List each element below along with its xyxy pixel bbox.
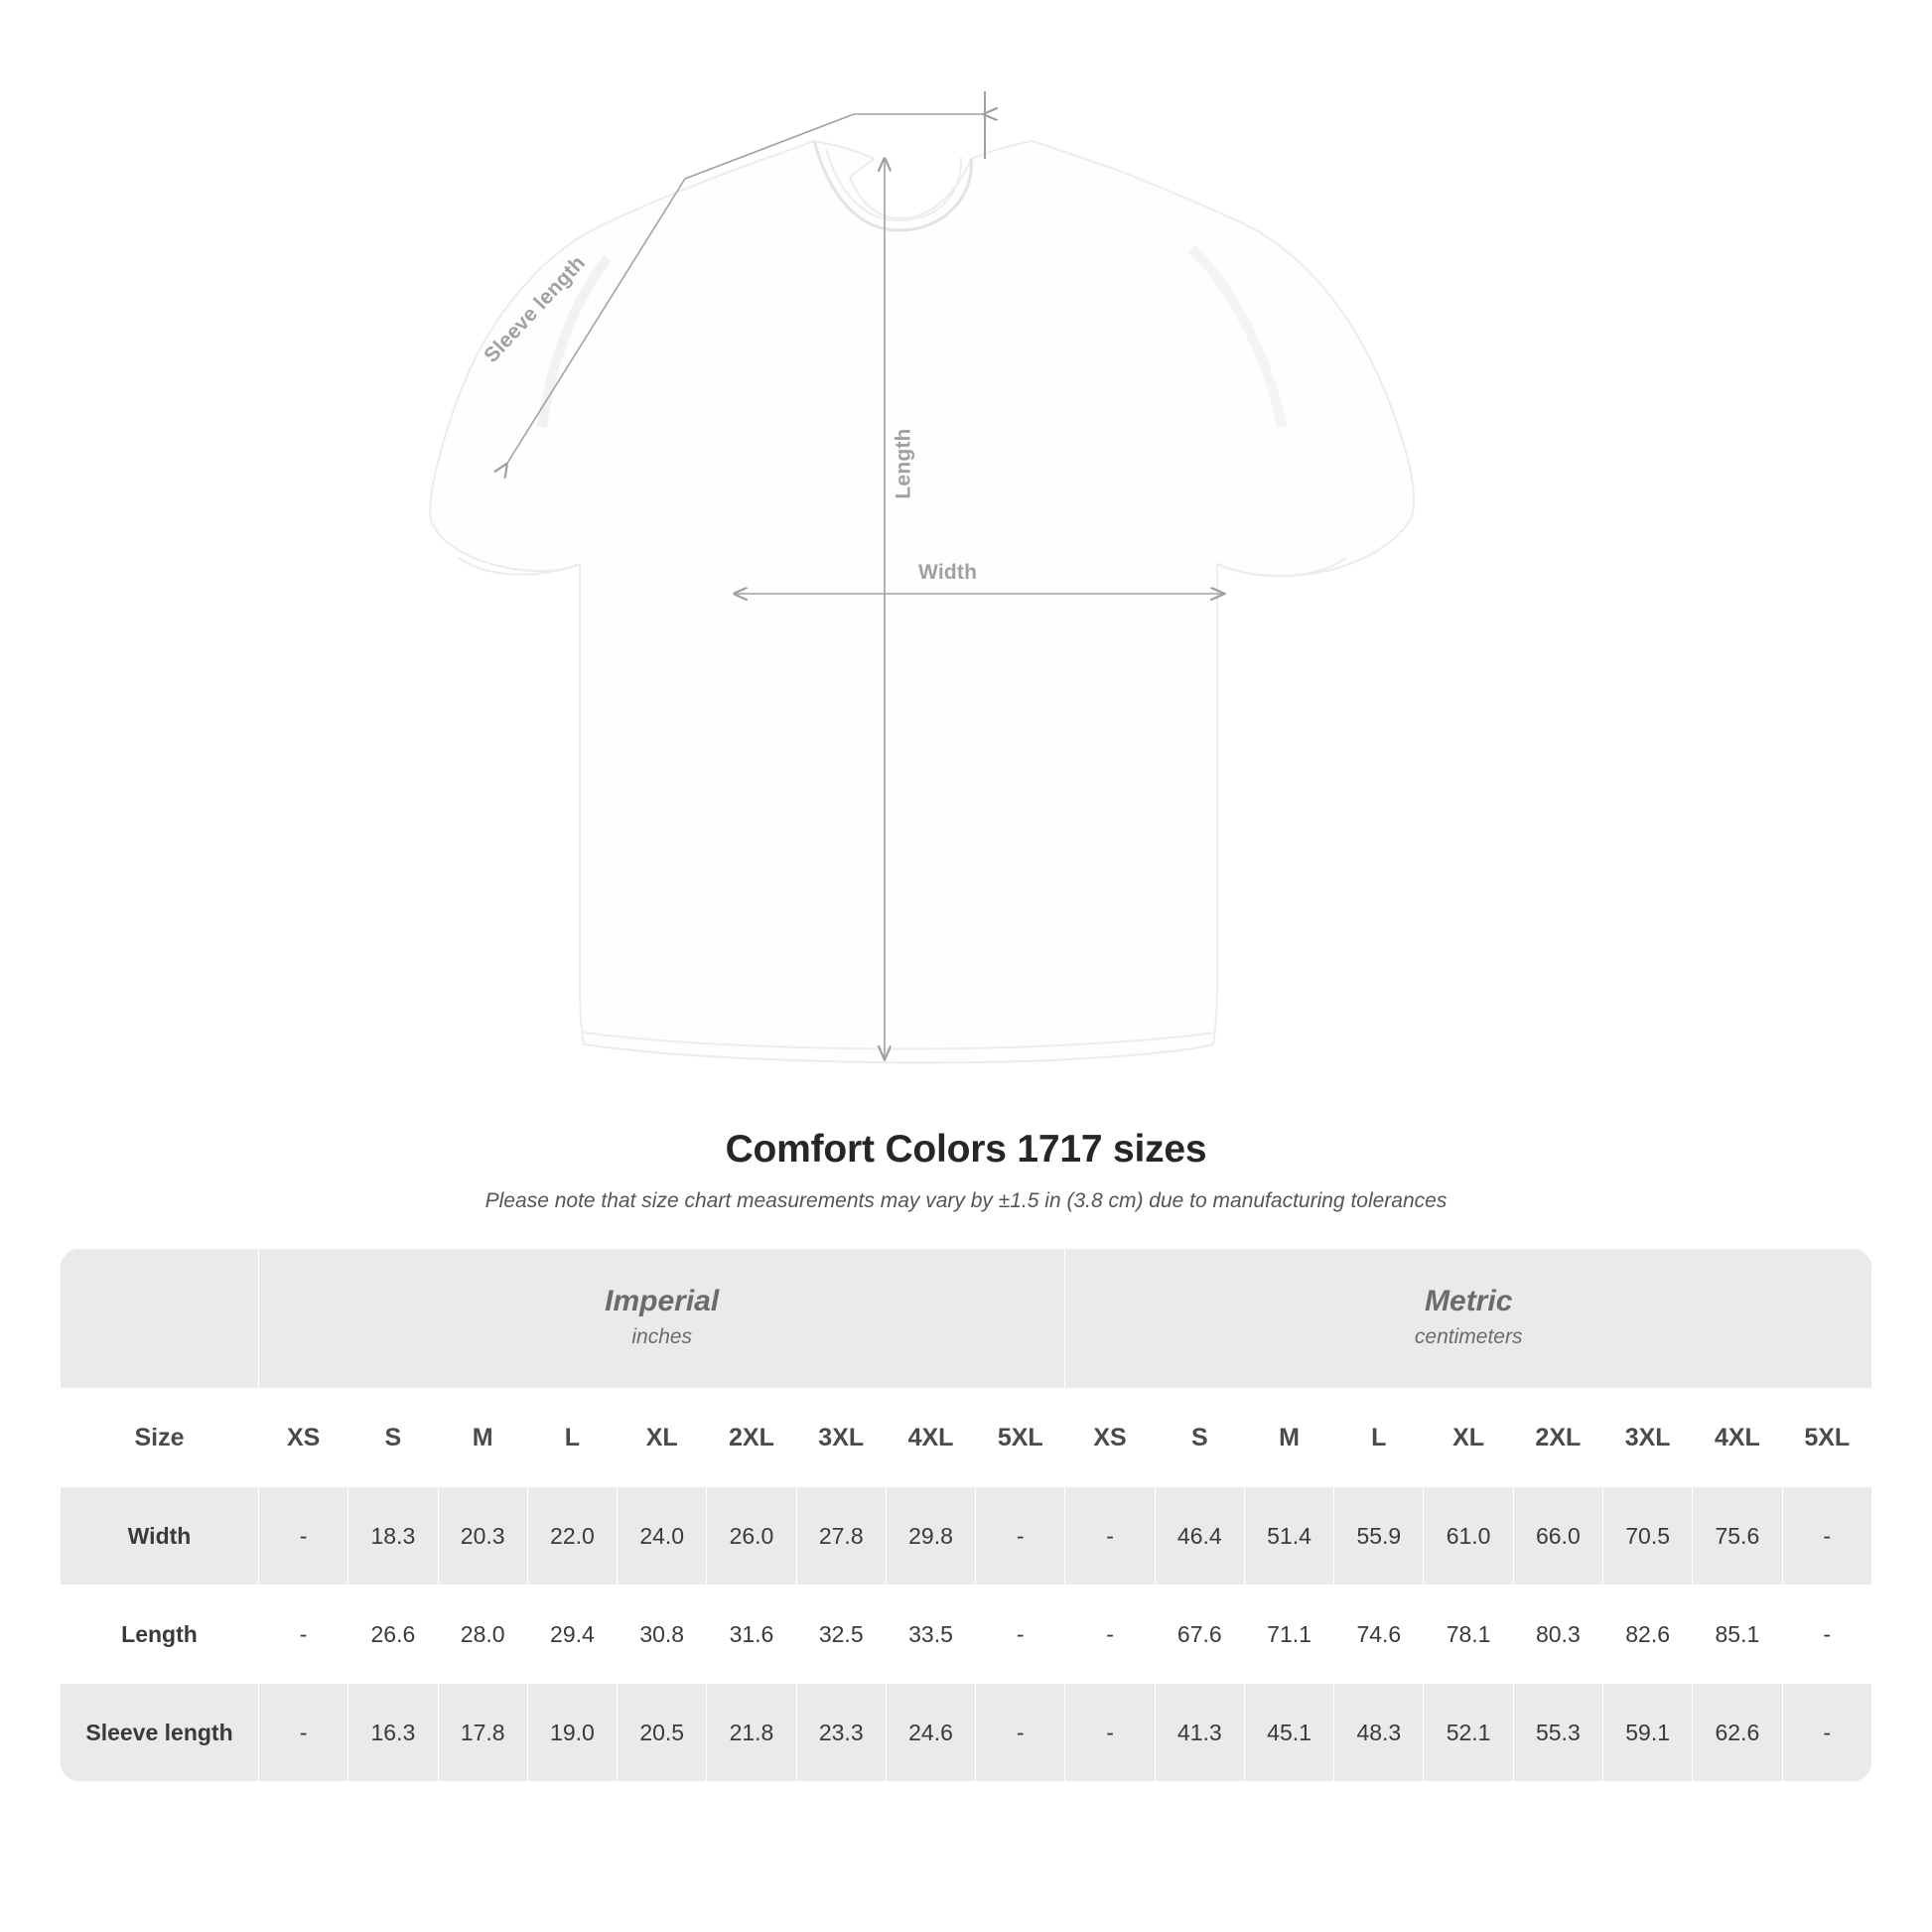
cell: - bbox=[1782, 1586, 1871, 1684]
unit-group-name: Imperial bbox=[605, 1285, 720, 1318]
cell: 59.1 bbox=[1602, 1684, 1692, 1782]
size-column-header-16: 4XL bbox=[1693, 1389, 1782, 1487]
cell: 75.6 bbox=[1693, 1487, 1782, 1586]
size-column-header-8: 5XL bbox=[976, 1389, 1065, 1487]
length-label: Length bbox=[892, 428, 915, 499]
cell: 27.8 bbox=[796, 1487, 886, 1586]
table-row bbox=[61, 1487, 1872, 1586]
size-column-header-13: XL bbox=[1424, 1389, 1513, 1487]
unit-row-spacer bbox=[61, 1249, 259, 1389]
size-column-header-10: S bbox=[1155, 1389, 1244, 1487]
cell: 26.6 bbox=[348, 1586, 438, 1684]
cell: 52.1 bbox=[1424, 1684, 1513, 1782]
cell: 62.6 bbox=[1693, 1684, 1782, 1782]
size-column-header-4: XL bbox=[618, 1389, 707, 1487]
cell: - bbox=[1782, 1684, 1871, 1782]
unit-header-row bbox=[61, 1249, 1872, 1389]
cell: - bbox=[1065, 1586, 1155, 1684]
cell: 61.0 bbox=[1424, 1487, 1513, 1586]
cell: 20.3 bbox=[438, 1487, 527, 1586]
cell: - bbox=[976, 1586, 1065, 1684]
cell: 24.0 bbox=[618, 1487, 707, 1586]
size-column-header-0: XS bbox=[259, 1389, 348, 1487]
cell: 29.8 bbox=[886, 1487, 975, 1586]
cell: 48.3 bbox=[1334, 1684, 1424, 1782]
cell: 78.1 bbox=[1424, 1586, 1513, 1684]
cell: 26.0 bbox=[707, 1487, 796, 1586]
cell: 31.6 bbox=[707, 1586, 796, 1684]
unit-group-sub: centimeters bbox=[1414, 1324, 1523, 1348]
cell: 28.0 bbox=[438, 1586, 527, 1684]
unit-group-imperial bbox=[259, 1249, 1065, 1389]
cell: 71.1 bbox=[1244, 1586, 1333, 1684]
cell: 20.5 bbox=[618, 1684, 707, 1782]
cell: 16.3 bbox=[348, 1684, 438, 1782]
size-column-header-7: 4XL bbox=[886, 1389, 975, 1487]
cell: - bbox=[976, 1487, 1065, 1586]
cell: 17.8 bbox=[438, 1684, 527, 1782]
cell: - bbox=[259, 1487, 348, 1586]
size-column-header-1: S bbox=[348, 1389, 438, 1487]
cell: 24.6 bbox=[886, 1684, 975, 1782]
cell: 45.1 bbox=[1244, 1684, 1333, 1782]
size-column-header-17: 5XL bbox=[1782, 1389, 1871, 1487]
cell: 21.8 bbox=[707, 1684, 796, 1782]
cell: 85.1 bbox=[1693, 1586, 1782, 1684]
sleeve-length-label: Sleeve length bbox=[480, 251, 591, 367]
cell: 41.3 bbox=[1155, 1684, 1244, 1782]
unit-group-sub: inches bbox=[631, 1324, 693, 1348]
cell: 55.3 bbox=[1513, 1684, 1602, 1782]
row-label-sleeve-length: Sleeve length bbox=[61, 1684, 259, 1782]
size-column-header-14: 2XL bbox=[1513, 1389, 1602, 1487]
size-column-header-2: M bbox=[438, 1389, 527, 1487]
row-label-length: Length bbox=[61, 1586, 259, 1684]
size-column-header-5: 2XL bbox=[707, 1389, 796, 1487]
title-block bbox=[0, 1128, 1932, 1213]
cell: 55.9 bbox=[1334, 1487, 1424, 1586]
cell: 33.5 bbox=[886, 1586, 975, 1684]
size-column-header-6: 3XL bbox=[796, 1389, 886, 1487]
size-chart-table-wrapper bbox=[60, 1248, 1872, 1782]
size-column-header: Size bbox=[61, 1389, 259, 1487]
cell: 51.4 bbox=[1244, 1487, 1333, 1586]
cell: - bbox=[259, 1586, 348, 1684]
cell: 66.0 bbox=[1513, 1487, 1602, 1586]
cell: - bbox=[1065, 1487, 1155, 1586]
unit-group-metric bbox=[1065, 1249, 1872, 1389]
size-column-header-3: L bbox=[527, 1389, 617, 1487]
cell: 46.4 bbox=[1155, 1487, 1244, 1586]
cell: 80.3 bbox=[1513, 1586, 1602, 1684]
size-chart-table bbox=[60, 1248, 1872, 1782]
cell: 82.6 bbox=[1602, 1586, 1692, 1684]
size-column-header-11: M bbox=[1244, 1389, 1333, 1487]
width-label: Width bbox=[918, 561, 978, 584]
size-column-header-12: L bbox=[1334, 1389, 1424, 1487]
size-column-header-15: 3XL bbox=[1602, 1389, 1692, 1487]
cell: 74.6 bbox=[1334, 1586, 1424, 1684]
cell: 29.4 bbox=[527, 1586, 617, 1684]
table-row bbox=[61, 1684, 1872, 1782]
page-title: Comfort Colors 1717 sizes bbox=[725, 1128, 1207, 1171]
cell: - bbox=[1065, 1684, 1155, 1782]
cell: 18.3 bbox=[348, 1487, 438, 1586]
size-column-header-9: XS bbox=[1065, 1389, 1155, 1487]
cell: 70.5 bbox=[1602, 1487, 1692, 1586]
cell: 23.3 bbox=[796, 1684, 886, 1782]
cell: 19.0 bbox=[527, 1684, 617, 1782]
cell: - bbox=[259, 1684, 348, 1782]
cell: 32.5 bbox=[796, 1586, 886, 1684]
cell: - bbox=[1782, 1487, 1871, 1586]
table-row bbox=[61, 1586, 1872, 1684]
cell: - bbox=[976, 1684, 1065, 1782]
cell: 67.6 bbox=[1155, 1586, 1244, 1684]
cell: 22.0 bbox=[527, 1487, 617, 1586]
row-label-width: Width bbox=[61, 1487, 259, 1586]
tolerance-note: Please note that size chart measurements may vary by ±1.5 in (3.8 cm) due to manufacturing tolerances bbox=[484, 1189, 1448, 1212]
size-header-row bbox=[61, 1389, 1872, 1487]
unit-group-name: Metric bbox=[1425, 1285, 1513, 1318]
cell: 30.8 bbox=[618, 1586, 707, 1684]
